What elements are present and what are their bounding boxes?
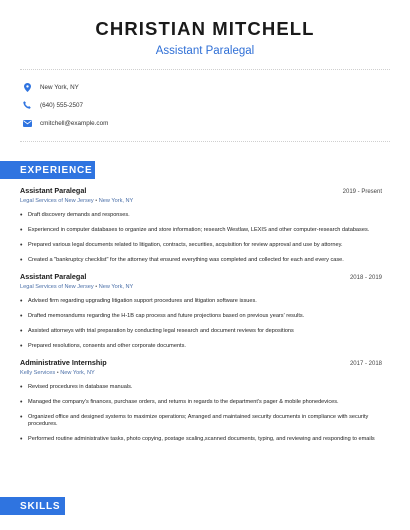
divider xyxy=(20,141,390,142)
list-item: • Prepared resolutions, consents and other corporate documents. xyxy=(20,342,186,350)
job-bullets xyxy=(20,212,382,265)
job-dates: 2018 - 2019 xyxy=(349,274,382,281)
list-item: • Draft discovery demands and responses. xyxy=(20,212,130,219)
list-item: • Created a "bankruptcy checklist" for the attorney that ensured everything was completed and collected for each and every case. xyxy=(20,256,344,264)
list-item: • Organized office and designed systems to maximize operations; Arranged and maintained security documents in compliance with security procedures. xyxy=(20,413,369,428)
contact-phone-text: (640) 555-2507 xyxy=(40,101,84,109)
job-company-line: Legal Services of New Jersey • New York, NY xyxy=(20,283,134,290)
list-item: • Performed routine administrative tasks, photo copying, postage scaling,scanned documents, typing, and reviewing and responding to emails xyxy=(20,436,375,444)
job-company: Legal Services of New Jersey xyxy=(20,283,94,290)
job-title: Assistant Paralegal xyxy=(20,186,87,195)
job-bullets xyxy=(20,384,382,444)
section-heading-experience: EXPERIENCE xyxy=(0,161,95,179)
contact-location xyxy=(22,78,410,96)
job-bullets xyxy=(20,298,382,351)
list-item: • Advised firm regarding upgrading litigation support procedures and litigation software issues. xyxy=(20,297,257,305)
job-company-line: Legal Services of New Jersey • New York, NY xyxy=(20,198,134,204)
job-location: New York, NY xyxy=(98,283,134,290)
list-item: • Assisted attorneys with trial preparation by conducting legal research and document reviews for depositions xyxy=(20,327,294,335)
resume-header xyxy=(0,0,410,58)
email-icon xyxy=(22,118,32,128)
contact-list xyxy=(0,70,410,141)
job-entry xyxy=(20,186,382,265)
list-item: • Managed the company's finances, purchase orders, and returns in regards to the department's pager & mobile phonedevices. xyxy=(20,398,339,406)
list-item: • Experienced in computer databases to organize and store information; research Westlaw, LEXIS and other computer-research databases. xyxy=(20,226,370,234)
job-company: Legal Services of New Jersey xyxy=(20,198,94,204)
location-pin-icon xyxy=(22,82,32,92)
job-company-line: Kelly Services • New York, NY xyxy=(20,369,95,376)
section-heading-skills: SKILLS xyxy=(0,497,65,515)
list-item: • Prepared various legal documents related to litigation, contracts, securities, acquisition for review approval and use by attorney. xyxy=(20,241,343,249)
contact-location-text: New York, NY xyxy=(40,83,79,91)
phone-icon xyxy=(22,100,32,110)
list-item: • Drafted memorandums regarding the H-1B cap process and future projections based on previous years' results. xyxy=(20,312,305,320)
experience-list xyxy=(20,186,382,451)
list-item: • Revised procedures in database manuals. xyxy=(20,383,133,391)
candidate-name: CHRISTIAN MITCHELL xyxy=(95,18,315,39)
job-dates: 2019 - Present xyxy=(342,189,382,195)
contact-phone xyxy=(22,96,410,114)
contact-email[interactable] xyxy=(22,114,410,132)
job-title: Administrative Internship xyxy=(20,357,107,367)
job-location: New York, NY xyxy=(60,369,95,376)
job-company: Kelly Services xyxy=(20,369,56,376)
job-entry xyxy=(20,358,382,444)
job-title: Assistant Paralegal xyxy=(20,271,87,281)
job-dates: 2017 - 2018 xyxy=(349,360,382,367)
job-location: New York, NY xyxy=(98,198,134,204)
contact-email-text[interactable]: cmitchell@example.com xyxy=(40,119,109,127)
candidate-title: Assistant Paralegal xyxy=(155,45,255,57)
job-entry xyxy=(20,272,382,351)
